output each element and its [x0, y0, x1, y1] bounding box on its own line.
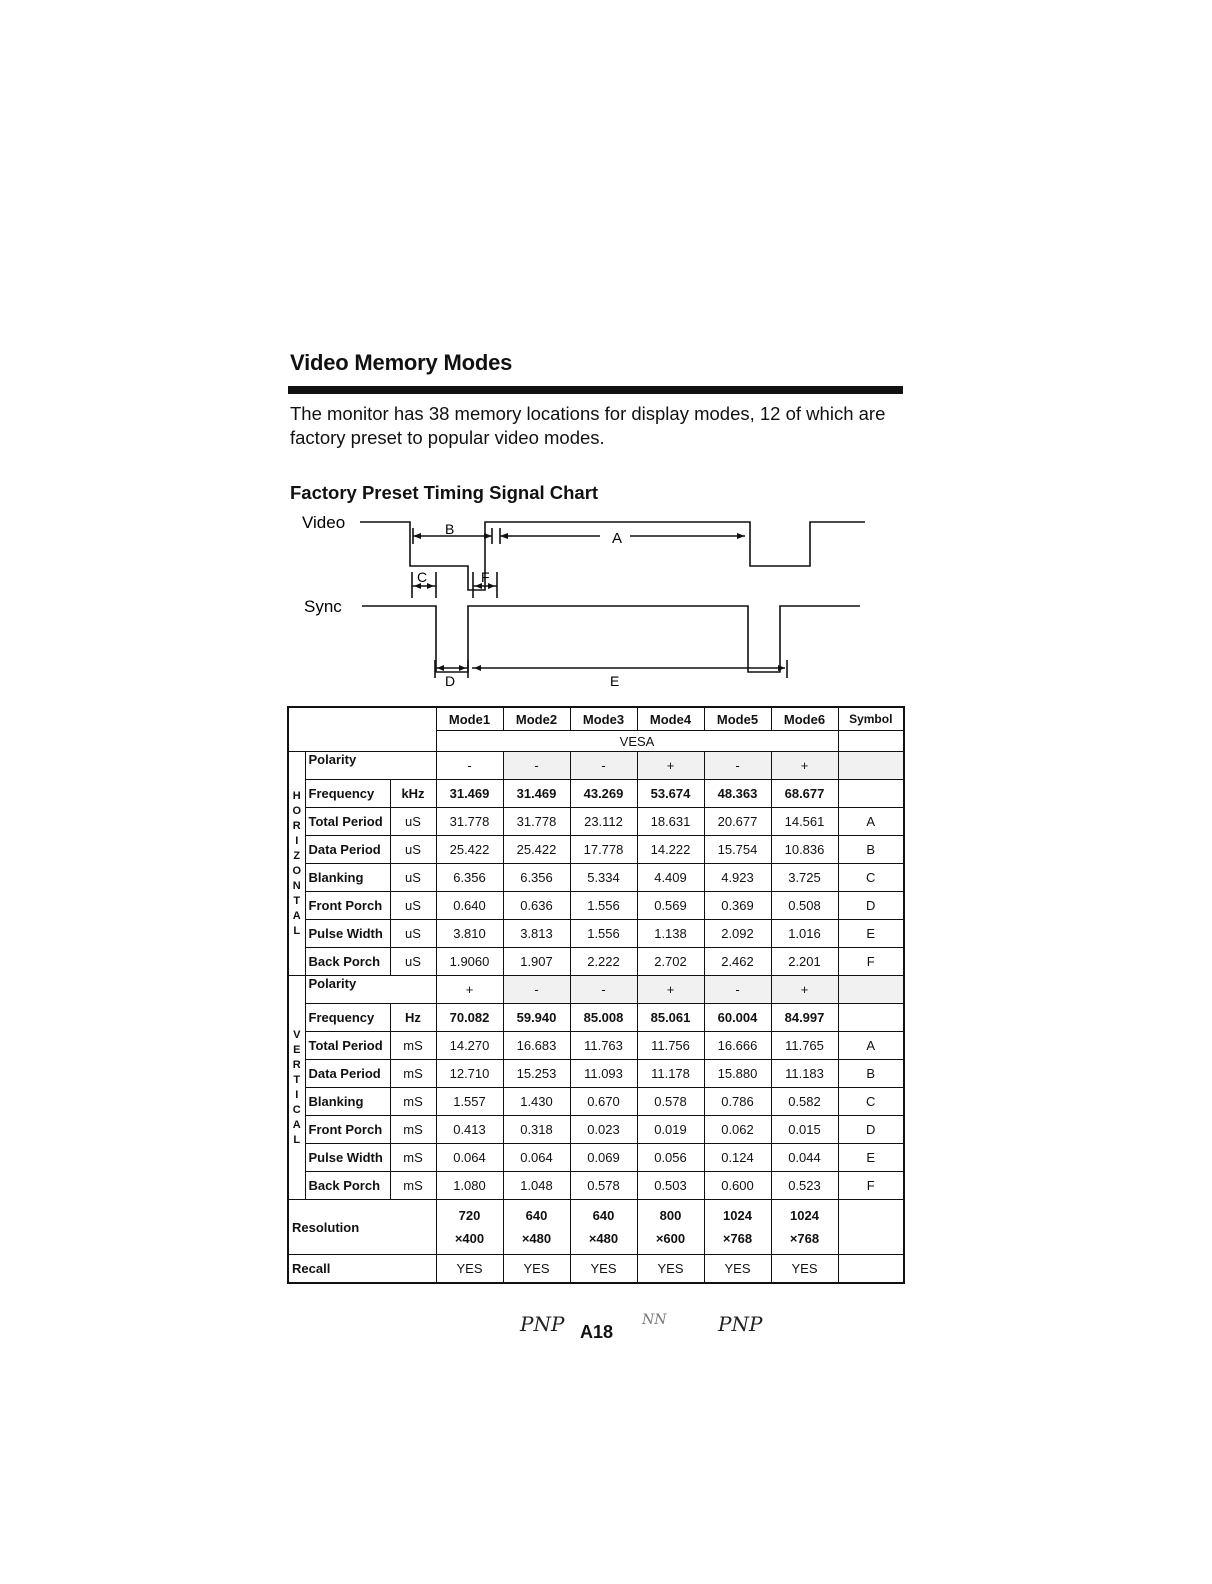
- value-cell: 0.318: [503, 1116, 570, 1144]
- symbol-cell: C: [838, 1088, 904, 1116]
- param-unit: mS: [390, 1032, 436, 1060]
- vertical-row: [288, 976, 904, 1004]
- marker-e: E: [610, 673, 620, 689]
- param-unit: uS: [390, 864, 436, 892]
- param-name: Blanking: [305, 864, 390, 892]
- value-cell: 23.112: [570, 808, 637, 836]
- chart-subtitle: Factory Preset Timing Signal Chart: [290, 482, 599, 503]
- resolution-cell: [503, 1200, 570, 1255]
- value-cell: 70.082: [436, 1004, 503, 1032]
- resolution-width: 1024: [790, 1208, 819, 1223]
- param-unit: mS: [390, 1144, 436, 1172]
- mode-header: Mode4: [637, 707, 704, 731]
- value-cell: 0.019: [637, 1116, 704, 1144]
- handwritten-note: PNP: [718, 1312, 763, 1336]
- symbol-cell: [838, 1255, 904, 1284]
- vertical-row: [288, 1116, 904, 1144]
- value-cell: 2.201: [771, 948, 838, 976]
- handwritten-note: PNP: [520, 1312, 565, 1336]
- value-cell: 0.044: [771, 1144, 838, 1172]
- param-name: Polarity: [305, 752, 436, 780]
- value-cell: 43.269: [570, 780, 637, 808]
- value-cell: 0.523: [771, 1172, 838, 1200]
- video-label: Video: [302, 513, 346, 532]
- sync-waveform: [362, 606, 860, 672]
- value-cell: 3.810: [436, 920, 503, 948]
- value-cell: 1.138: [637, 920, 704, 948]
- value-cell: 1.016: [771, 920, 838, 948]
- value-cell: 0.636: [503, 892, 570, 920]
- param-unit: mS: [390, 1116, 436, 1144]
- param-name: Pulse Width: [305, 1144, 390, 1172]
- horizontal-row: [288, 864, 904, 892]
- value-cell: 85.061: [637, 1004, 704, 1032]
- value-cell: 31.778: [436, 808, 503, 836]
- param-unit: mS: [390, 1060, 436, 1088]
- param-unit: mS: [390, 1172, 436, 1200]
- symbol-cell: D: [838, 892, 904, 920]
- param-name: Data Period: [305, 1060, 390, 1088]
- value-cell: 0.640: [436, 892, 503, 920]
- resolution-cell: [771, 1200, 838, 1255]
- value-cell: 1.557: [436, 1088, 503, 1116]
- resolution-height: ×768: [789, 1231, 820, 1246]
- side-letter: V: [293, 1028, 301, 1041]
- param-unit: Hz: [390, 1004, 436, 1032]
- param-name: Data Period: [305, 836, 390, 864]
- vertical-row: [288, 1032, 904, 1060]
- side-letter: I: [295, 1088, 299, 1101]
- value-cell: -: [503, 752, 570, 780]
- value-cell: -: [503, 976, 570, 1004]
- param-unit: uS: [390, 808, 436, 836]
- param-name: Total Period: [305, 808, 390, 836]
- value-cell: 18.631: [637, 808, 704, 836]
- side-letter: A: [292, 1118, 301, 1131]
- value-cell: 0.508: [771, 892, 838, 920]
- side-letter: O: [292, 804, 302, 817]
- param-unit: mS: [390, 1088, 436, 1116]
- param-name: Polarity: [305, 976, 436, 1004]
- marker-f: F: [481, 569, 490, 585]
- value-cell: 15.253: [503, 1060, 570, 1088]
- value-cell: 2.462: [704, 948, 771, 976]
- symbol-cell: C: [838, 864, 904, 892]
- value-cell: 6.356: [436, 864, 503, 892]
- mode-header: Mode6: [771, 707, 838, 731]
- mode-header: Mode1: [436, 707, 503, 731]
- vertical-side-label: [288, 976, 305, 1200]
- value-cell: 0.582: [771, 1088, 838, 1116]
- value-cell: 48.363: [704, 780, 771, 808]
- value-cell: 10.836: [771, 836, 838, 864]
- resolution-height: ×768: [722, 1231, 753, 1246]
- side-letter: Z: [293, 849, 301, 862]
- value-cell: 0.670: [570, 1088, 637, 1116]
- value-cell: -: [704, 752, 771, 780]
- symbol-cell: A: [838, 1032, 904, 1060]
- value-cell: 17.778: [570, 836, 637, 864]
- vertical-row: [288, 1172, 904, 1200]
- symbol-cell: B: [838, 836, 904, 864]
- value-cell: 1.048: [503, 1172, 570, 1200]
- param-name: Frequency: [305, 1004, 390, 1032]
- horizontal-row: [288, 948, 904, 976]
- vertical-row: [288, 1144, 904, 1172]
- side-letter: I: [295, 834, 299, 847]
- symbol-cell: F: [838, 948, 904, 976]
- horizontal-row: [288, 780, 904, 808]
- recall-row: [288, 1255, 904, 1284]
- symbol-cell: E: [838, 1144, 904, 1172]
- side-letter: A: [292, 909, 301, 922]
- value-cell: 25.422: [436, 836, 503, 864]
- value-cell: 1.9060: [436, 948, 503, 976]
- symbol-cell: [838, 752, 904, 780]
- value-cell: -: [704, 976, 771, 1004]
- value-cell: 84.997: [771, 1004, 838, 1032]
- param-name: Front Porch: [305, 1116, 390, 1144]
- horizontal-row: [288, 808, 904, 836]
- resolution-label: Resolution: [288, 1200, 436, 1255]
- recall-cell: YES: [637, 1255, 704, 1284]
- vesa-symbol-cell: [838, 731, 904, 752]
- mode-header: Mode3: [570, 707, 637, 731]
- value-cell: +: [771, 752, 838, 780]
- resolution-width: 720: [458, 1208, 481, 1223]
- symbol-cell: B: [838, 1060, 904, 1088]
- header-row: [288, 707, 904, 731]
- vertical-row: [288, 1088, 904, 1116]
- corner-cell: [288, 707, 436, 752]
- recall-cell: YES: [704, 1255, 771, 1284]
- recall-cell: YES: [771, 1255, 838, 1284]
- resolution-cell: [637, 1200, 704, 1255]
- side-letter: C: [292, 1103, 301, 1116]
- marker-a: A: [611, 530, 623, 547]
- value-cell: 11.178: [637, 1060, 704, 1088]
- value-cell: +: [637, 976, 704, 1004]
- param-name: Back Porch: [305, 948, 390, 976]
- horizontal-side-label: [288, 752, 305, 976]
- param-unit: uS: [390, 836, 436, 864]
- value-cell: 1.556: [570, 920, 637, 948]
- value-cell: 2.222: [570, 948, 637, 976]
- value-cell: 11.763: [570, 1032, 637, 1060]
- value-cell: 0.569: [637, 892, 704, 920]
- symbol-header: Symbol: [838, 707, 904, 731]
- value-cell: 31.778: [503, 808, 570, 836]
- timing-diagram: [290, 508, 890, 698]
- side-letter: E: [293, 1043, 301, 1056]
- value-cell: -: [436, 752, 503, 780]
- sync-label: Sync: [304, 597, 342, 616]
- handwritten-note: NN: [642, 1312, 667, 1328]
- timing-table-body: [288, 707, 904, 1283]
- timing-table: [287, 706, 905, 1284]
- value-cell: 0.064: [503, 1144, 570, 1172]
- value-cell: 0.064: [436, 1144, 503, 1172]
- side-letter: R: [292, 1058, 301, 1071]
- resolution-width: 640: [525, 1208, 548, 1223]
- value-cell: 11.756: [637, 1032, 704, 1060]
- param-unit: kHz: [390, 780, 436, 808]
- value-cell: 0.056: [637, 1144, 704, 1172]
- recall-cell: YES: [436, 1255, 503, 1284]
- side-letter: H: [292, 789, 301, 802]
- horizontal-row: [288, 920, 904, 948]
- value-cell: 60.004: [704, 1004, 771, 1032]
- horizontal-row: [288, 836, 904, 864]
- value-cell: -: [570, 752, 637, 780]
- value-cell: 31.469: [503, 780, 570, 808]
- value-cell: 12.710: [436, 1060, 503, 1088]
- recall-label: Recall: [288, 1255, 436, 1284]
- resolution-width: 800: [659, 1208, 682, 1223]
- value-cell: 11.765: [771, 1032, 838, 1060]
- marker-c: C: [417, 569, 428, 585]
- symbol-cell: D: [838, 1116, 904, 1144]
- value-cell: 5.334: [570, 864, 637, 892]
- symbol-cell: A: [838, 808, 904, 836]
- resolution-height: ×480: [521, 1231, 552, 1246]
- symbol-cell: [838, 1004, 904, 1032]
- value-cell: 59.940: [503, 1004, 570, 1032]
- resolution-width: 1024: [723, 1208, 752, 1223]
- value-cell: 85.008: [570, 1004, 637, 1032]
- param-name: Back Porch: [305, 1172, 390, 1200]
- value-cell: 15.880: [704, 1060, 771, 1088]
- symbol-cell: [838, 780, 904, 808]
- value-cell: 1.556: [570, 892, 637, 920]
- value-cell: 31.469: [436, 780, 503, 808]
- value-cell: 0.369: [704, 892, 771, 920]
- symbol-cell: E: [838, 920, 904, 948]
- value-cell: 0.578: [570, 1172, 637, 1200]
- value-cell: 0.023: [570, 1116, 637, 1144]
- value-cell: 68.677: [771, 780, 838, 808]
- intro-paragraph: The monitor has 38 memory locations for display modes, 12 of which are factory preset to popular video modes.: [290, 403, 886, 448]
- side-letter: R: [292, 819, 301, 832]
- value-cell: -: [570, 976, 637, 1004]
- value-cell: 20.677: [704, 808, 771, 836]
- param-unit: uS: [390, 892, 436, 920]
- value-cell: 14.222: [637, 836, 704, 864]
- recall-cell: YES: [570, 1255, 637, 1284]
- value-cell: 2.092: [704, 920, 771, 948]
- value-cell: 0.124: [704, 1144, 771, 1172]
- resolution-width: 640: [592, 1208, 615, 1223]
- value-cell: 53.674: [637, 780, 704, 808]
- value-cell: 0.503: [637, 1172, 704, 1200]
- param-name: Pulse Width: [305, 920, 390, 948]
- param-unit: uS: [390, 948, 436, 976]
- value-cell: +: [771, 976, 838, 1004]
- vesa-label: VESA: [436, 731, 838, 752]
- value-cell: 0.015: [771, 1116, 838, 1144]
- value-cell: 11.093: [570, 1060, 637, 1088]
- value-cell: 0.578: [637, 1088, 704, 1116]
- param-unit: uS: [390, 920, 436, 948]
- value-cell: 0.413: [436, 1116, 503, 1144]
- value-cell: +: [436, 976, 503, 1004]
- value-cell: 15.754: [704, 836, 771, 864]
- value-cell: +: [637, 752, 704, 780]
- vertical-row: [288, 1004, 904, 1032]
- value-cell: 0.600: [704, 1172, 771, 1200]
- resolution-row: [288, 1200, 904, 1255]
- resolution-height: ×600: [655, 1231, 686, 1246]
- value-cell: 25.422: [503, 836, 570, 864]
- mode-header: Mode5: [704, 707, 771, 731]
- resolution-height: ×400: [454, 1231, 485, 1246]
- value-cell: 11.183: [771, 1060, 838, 1088]
- marker-d: D: [445, 673, 456, 689]
- side-letter: L: [293, 924, 301, 937]
- value-cell: 16.683: [503, 1032, 570, 1060]
- param-name: Total Period: [305, 1032, 390, 1060]
- value-cell: 6.356: [503, 864, 570, 892]
- value-cell: 14.561: [771, 808, 838, 836]
- page-number: A18: [580, 1322, 614, 1342]
- value-cell: 4.409: [637, 864, 704, 892]
- value-cell: 4.923: [704, 864, 771, 892]
- horizontal-row: [288, 752, 904, 780]
- side-letter: N: [292, 879, 301, 892]
- marker-b: B: [445, 521, 455, 537]
- value-cell: 3.813: [503, 920, 570, 948]
- value-cell: 0.069: [570, 1144, 637, 1172]
- recall-cell: YES: [503, 1255, 570, 1284]
- page-title: Video Memory Modes: [290, 350, 513, 375]
- horizontal-row: [288, 892, 904, 920]
- resolution-cell: [570, 1200, 637, 1255]
- vertical-row: [288, 1060, 904, 1088]
- resolution-height: ×480: [588, 1231, 619, 1246]
- symbol-cell: F: [838, 1172, 904, 1200]
- resolution-cell: [436, 1200, 503, 1255]
- param-name: Blanking: [305, 1088, 390, 1116]
- symbol-cell: [838, 976, 904, 1004]
- value-cell: 14.270: [436, 1032, 503, 1060]
- value-cell: 0.062: [704, 1116, 771, 1144]
- value-cell: 2.702: [637, 948, 704, 976]
- symbol-cell: [838, 1200, 904, 1255]
- side-letter: T: [293, 1073, 301, 1086]
- value-cell: 1.080: [436, 1172, 503, 1200]
- mode-header: Mode2: [503, 707, 570, 731]
- value-cell: 0.786: [704, 1088, 771, 1116]
- value-cell: 1.430: [503, 1088, 570, 1116]
- side-letter: L: [293, 1133, 301, 1146]
- resolution-cell: [704, 1200, 771, 1255]
- side-letter: O: [292, 864, 302, 877]
- value-cell: 1.907: [503, 948, 570, 976]
- title-rule: [288, 386, 903, 394]
- value-cell: 16.666: [704, 1032, 771, 1060]
- side-letter: T: [293, 894, 301, 907]
- param-name: Front Porch: [305, 892, 390, 920]
- value-cell: 3.725: [771, 864, 838, 892]
- param-name: Frequency: [305, 780, 390, 808]
